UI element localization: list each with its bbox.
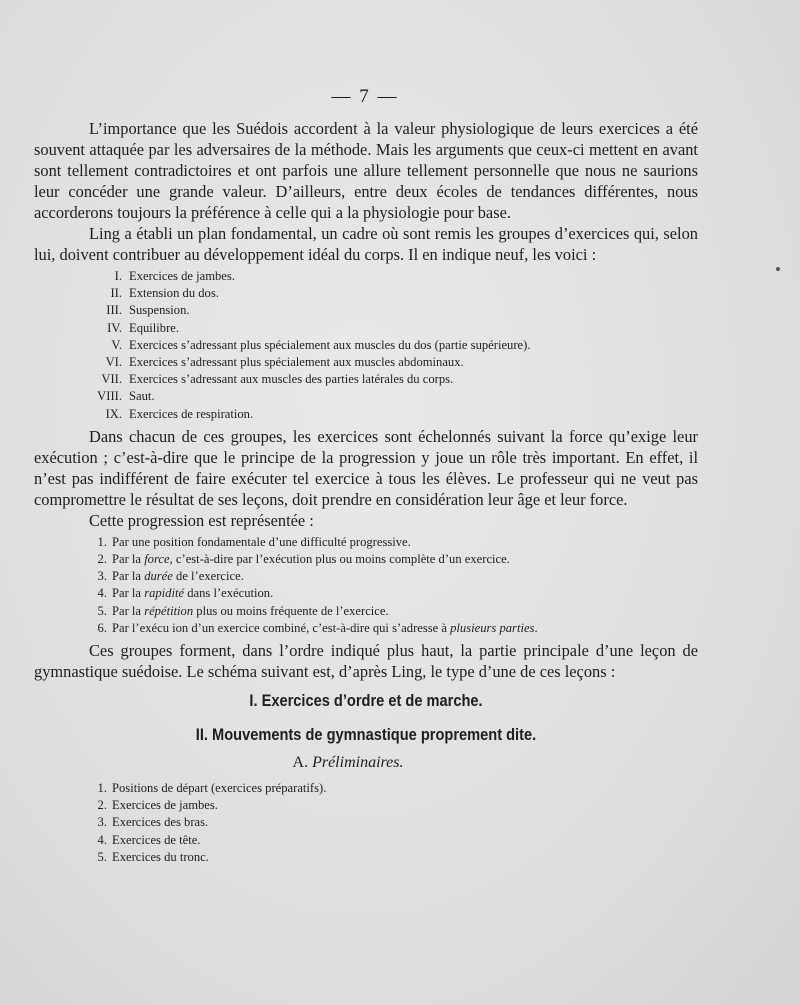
- list-item: 5. Exercices du tronc.: [97, 849, 209, 864]
- list-item: VI. Exercices s’adressant plus spécialement aux muscles abdominaux.: [105, 355, 464, 370]
- list-item: 1. Positions de départ (exercices préparatifs).: [97, 781, 327, 796]
- subheading-preliminaires: A. Préliminaires.: [292, 754, 404, 772]
- list-item: V. Exercices s’adressant plus spécialement aux muscles du dos (partie supérieure).: [111, 337, 531, 352]
- section-heading-order-march: I. Exercices d’ordre et de marche.: [249, 691, 483, 711]
- list-item: 3. Par la durée de l’exercice.: [97, 569, 244, 584]
- ink-speck: [776, 267, 780, 271]
- list-item: 2. Exercices de jambes.: [97, 798, 218, 813]
- page-body: [34, 118, 698, 869]
- list-item: II. Extension du dos.: [110, 286, 219, 301]
- paragraph-physiology: L’importance que les Suédois accordent à la valeur physiologique de leurs exercices a été souvent attaquée par les adversaires de la méthode. Mais les arguments que ceux-ci mettent en avant sont tellement contradictoires et ont parfois une allure tellement personnelle que nous ne saurions leur concéder une grande valeur. D’ailleurs, entre deux écoles de tendances différentes, nous accorderons toujours la préférence à celle qui a la physiologie pour base.: [34, 119, 698, 222]
- paragraph-ling-plan: Ling a établi un plan fondamental, un cadre où sont remis les groupes d’exercices qui, selon lui, doivent contribuer au développement idéal du corps. Il en indique neuf, les voici :: [34, 224, 698, 264]
- progression-intro: Cette progression est représentée :: [89, 510, 314, 530]
- list-item: III. Suspension.: [106, 303, 190, 318]
- paragraph-lesson-scheme: Ces groupes forment, dans l’ordre indiqué plus haut, la partie principale d’une leçon de gymnastique suédoise. Le schéma suivant est, d’après Ling, le type d’une de ces leçons :: [34, 641, 698, 682]
- list-item: IX. Exercices de respiration.: [105, 406, 254, 421]
- list-item: 2. Par la force, c’est-à-dire par l’exécution plus ou moins complète d’un exercice.: [97, 552, 510, 567]
- section-heading-gymnastics: II. Mouvements de gymnastique proprement dite.: [195, 725, 537, 745]
- paragraph-progression: Dans chacun de ces groupes, les exercices sont échelonnés suivant la force qu’exige leur exécution ; c’est-à-dire que le principe de la progression y joue un rôle très important. En effet, il n’est pas indifférent de faire exécuter tel exercice à tous les élèves. Le professeur qui ne veut pas compromettre le résultat de ses leçons, doit prendre en considération leur âge et leur force.: [34, 426, 698, 509]
- list-item: IV. Equilibre.: [107, 320, 180, 335]
- exercise-groups-list: [34, 268, 698, 423]
- progression-list: [34, 534, 698, 637]
- list-item: 1. Par une position fondamentale d’une difficulté progressive.: [97, 534, 411, 549]
- list-item: 3. Exercices des bras.: [97, 815, 209, 830]
- list-item: VIII. Saut.: [97, 389, 155, 404]
- list-item: 4. Par la rapidité dans l’exécution.: [97, 586, 274, 601]
- page-number: — 7 —: [331, 86, 399, 107]
- list-item: 5. Par la répétition plus ou moins fréquente de l’exercice.: [97, 603, 389, 618]
- list-item: I. Exercices de jambes.: [114, 269, 235, 283]
- list-item: 6. Par l’exécu ion d’un exercice combiné, c’est-à-dire qui s’adresse à plusieurs parties.: [97, 620, 538, 635]
- list-item: VII. Exercices s’adressant aux muscles des parties latérales du corps.: [101, 372, 454, 387]
- preliminaires-list: [34, 780, 698, 866]
- list-item: 4. Exercices de tête.: [97, 832, 201, 847]
